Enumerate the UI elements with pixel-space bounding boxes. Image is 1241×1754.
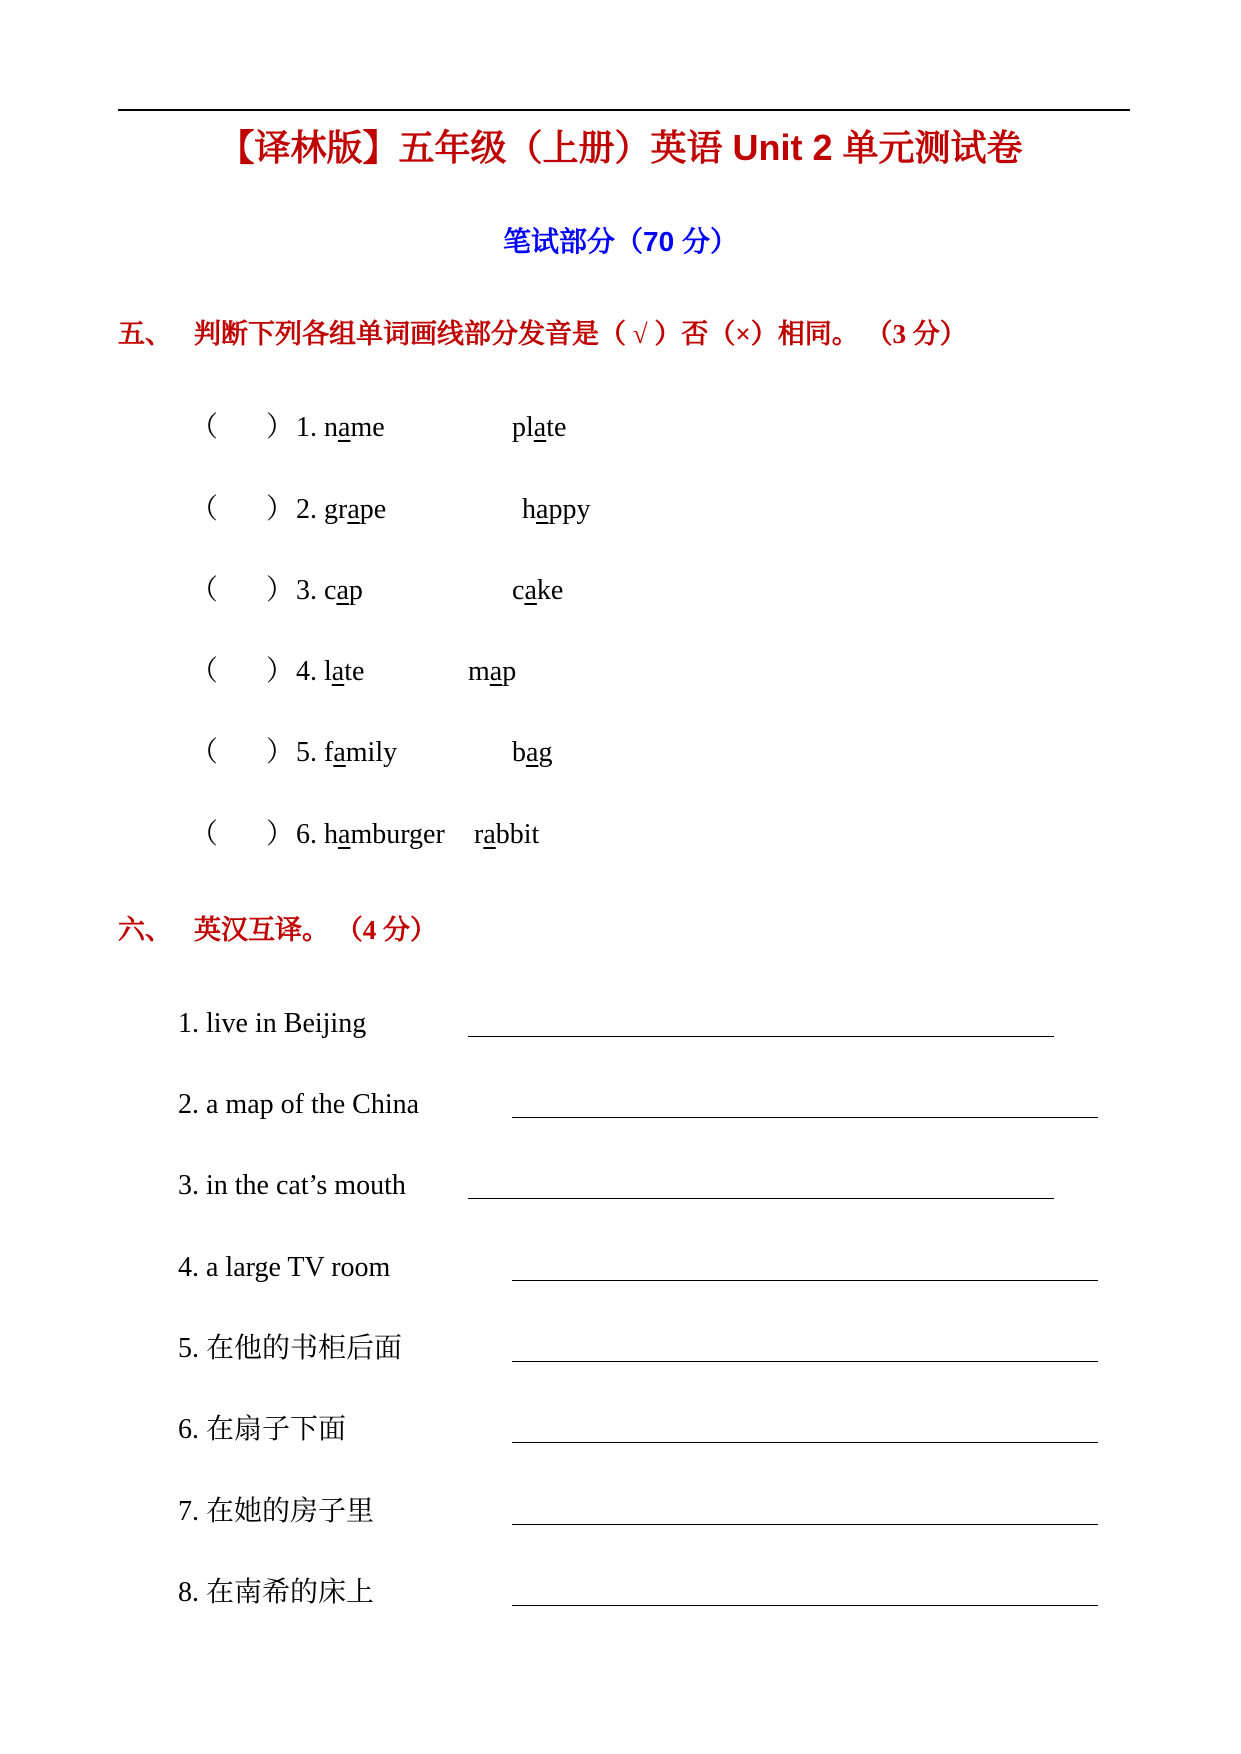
translation-prompt: 7. 在她的房子里 — [178, 1496, 375, 1527]
paren-open: （ — [190, 412, 219, 443]
section-subtitle: 笔试部分（70 分） — [503, 226, 738, 257]
word-2-part-b: g — [538, 737, 553, 768]
translation-prompt: 1. live in Beijing — [178, 1008, 367, 1039]
word-1-part-b: me — [350, 412, 385, 443]
item-number: 1. — [296, 412, 317, 443]
translation-prompt: 6. 在扇子下面 — [178, 1414, 347, 1445]
paren-open: （ — [190, 656, 219, 687]
word-1-underlined: a — [331, 656, 345, 687]
word-1-part-a: h — [324, 819, 338, 850]
word-2 — [468, 652, 516, 692]
word-1-part-a: l — [324, 656, 332, 687]
paren-close: ） — [266, 575, 295, 606]
item-number: 3. — [296, 575, 317, 606]
word-2-underlined: a — [526, 737, 539, 768]
word-1-part-b: p — [348, 575, 363, 606]
section-6-instruction: 英汉互译。 （4 分） — [194, 915, 437, 945]
paren-open: （ — [190, 494, 219, 525]
translation-prompt: 2. a map of the China — [178, 1089, 420, 1120]
paren-close: ） — [266, 412, 295, 443]
answer-blank[interactable] — [512, 1361, 1098, 1362]
word-2-underlined: a — [489, 656, 503, 687]
word-2-part-a: m — [468, 656, 490, 687]
word-2 — [512, 408, 566, 448]
section-6-number: 六、 — [118, 915, 172, 945]
word-1 — [296, 490, 386, 530]
word-2-underlined: a — [483, 819, 496, 850]
word-2-underlined: a — [536, 494, 549, 525]
section-5-number: 五、 — [118, 319, 172, 349]
section-5-heading — [118, 314, 967, 354]
paren-close: ） — [266, 656, 295, 687]
translation-prompt: 5. 在他的书柜后面 — [178, 1333, 403, 1364]
word-2 — [522, 490, 590, 530]
word-2-part-b: ke — [536, 575, 564, 606]
answer-blank[interactable] — [512, 1117, 1098, 1118]
word-2-part-a: c — [512, 575, 525, 606]
word-1-underlined: a — [338, 819, 351, 850]
paren-close: ） — [266, 737, 295, 768]
word-2-part-b: te — [546, 412, 567, 443]
word-1-part-a: gr — [324, 494, 348, 525]
word-1 — [296, 571, 363, 611]
word-2-part-a: b — [512, 737, 526, 768]
word-1 — [296, 815, 445, 855]
word-1-part-b: te — [344, 656, 365, 687]
paren-open: （ — [190, 819, 219, 850]
header-rule — [118, 109, 1130, 111]
word-2 — [512, 571, 563, 611]
word-2-part-a: r — [474, 819, 484, 850]
word-1-underlined: a — [336, 575, 349, 606]
word-1-underlined: a — [347, 494, 360, 525]
word-1-part-b: pe — [359, 494, 387, 525]
translation-prompt: 8. 在南希的床上 — [178, 1577, 375, 1608]
translation-prompt: 3. in the cat’s mouth — [178, 1170, 406, 1201]
answer-blank[interactable] — [512, 1442, 1098, 1443]
item-number: 6. — [296, 819, 317, 850]
answer-blank[interactable] — [512, 1280, 1098, 1281]
section-6-heading — [118, 910, 437, 950]
translation-prompt: 4. a large TV room — [178, 1252, 391, 1283]
paren-open: （ — [190, 575, 219, 606]
answer-blank[interactable] — [512, 1605, 1098, 1606]
item-number: 5. — [296, 737, 317, 768]
word-2 — [474, 815, 539, 855]
word-2-underlined: a — [533, 412, 547, 443]
word-1 — [296, 652, 364, 692]
word-2-underlined: a — [524, 575, 537, 606]
word-2-part-b: bbit — [495, 819, 540, 850]
word-2-part-a: h — [522, 494, 536, 525]
answer-blank[interactable] — [468, 1036, 1054, 1037]
word-1-part-a: n — [324, 412, 338, 443]
word-1 — [296, 408, 385, 448]
paren-close: ） — [266, 819, 295, 850]
answer-blank[interactable] — [468, 1198, 1054, 1199]
word-1-part-a: c — [324, 575, 337, 606]
word-1-underlined: a — [333, 737, 346, 768]
word-2 — [512, 733, 552, 773]
word-2-part-b: ppy — [548, 494, 591, 525]
item-number: 4. — [296, 656, 317, 687]
word-1 — [296, 733, 397, 773]
item-number: 2. — [296, 494, 317, 525]
word-1-part-b: mily — [345, 737, 398, 768]
page-title: 【译林版】五年级（上册）英语 Unit 2 单元测试卷 — [218, 127, 1023, 168]
word-2-part-a: pl — [512, 412, 534, 443]
paren-close: ） — [266, 494, 295, 525]
answer-blank[interactable] — [512, 1524, 1098, 1525]
section-5-instruction: 判断下列各组单词画线部分发音是（ √ ）否（×）相同。 （3 分） — [194, 319, 967, 349]
word-2-part-b: p — [502, 656, 517, 687]
word-1-part-b: mburger — [350, 819, 445, 850]
word-1-part-a: f — [324, 737, 334, 768]
word-1-underlined: a — [338, 412, 351, 443]
paren-open: （ — [190, 737, 219, 768]
